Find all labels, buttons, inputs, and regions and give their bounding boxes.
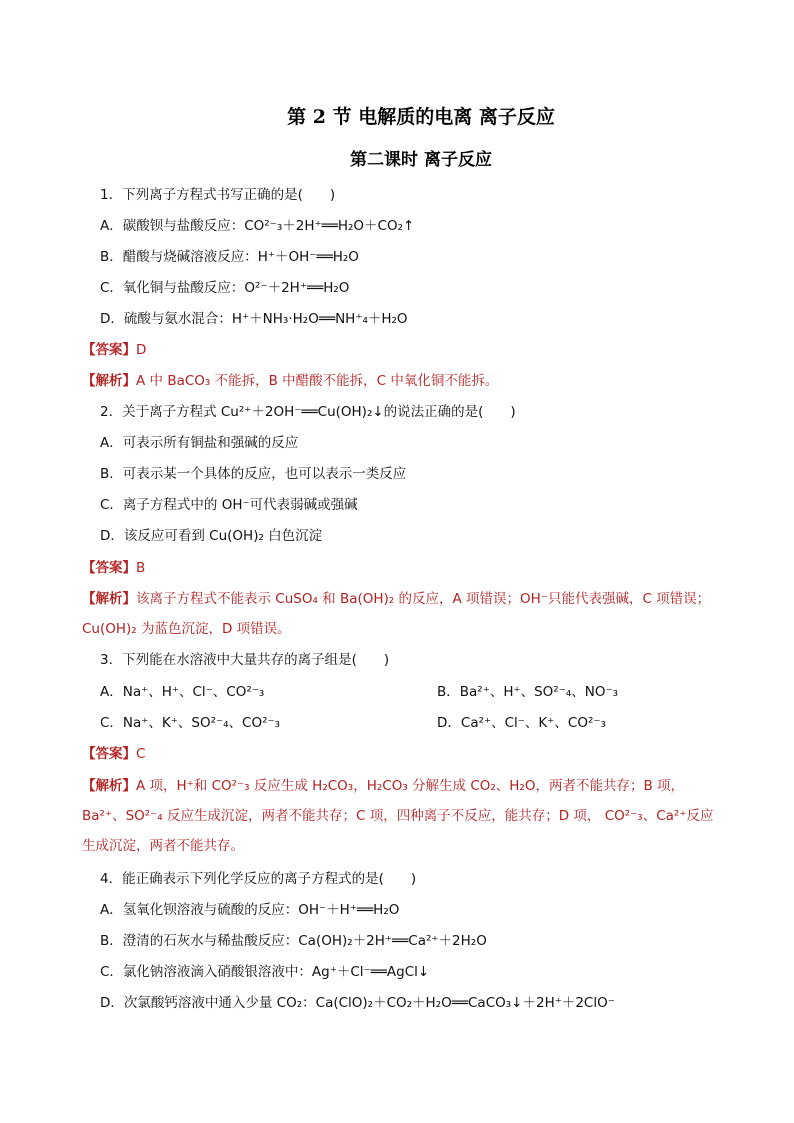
q3-option-d: D．Ca²⁺、Cl⁻、K⁺、CO²⁻₃ <box>437 715 606 731</box>
q1-stem: 1．下列离子方程式书写正确的是( ) <box>100 187 336 203</box>
q1-explanation <box>82 366 724 396</box>
q1-explanation-text: A 中 BaCO₃ 不能拆，B 中醋酸不能拆，C 中氧化铜不能拆。 <box>136 373 499 389</box>
q1-answer <box>82 340 722 360</box>
q3-answer-value: C <box>136 746 146 762</box>
q3-option-row-2 <box>100 713 740 733</box>
q3-option-a: A．Na⁺、H⁺、Cl⁻、CO²⁻₃ <box>100 684 265 700</box>
page-title: 第 2 节 电解质的电离 离子反应 <box>287 106 555 128</box>
q1-answer-value: D <box>136 342 147 358</box>
q4-option-c: C．氯化钠溶液滴入硝酸银溶液中：Ag⁺＋Cl⁻══AgCl↓ <box>100 964 430 980</box>
q4-stem: 4．能正确表示下列化学反应的离子方程式的是( ) <box>100 871 417 887</box>
q1-option-d: D．硫酸与氨水混合：H⁺＋NH₃·H₂O══NH⁺₄＋H₂O <box>100 311 408 327</box>
q3-stem: 3．下列能在水溶液中大量共存的离子组是( ) <box>100 652 390 668</box>
q2-answer <box>82 558 722 578</box>
q4-option-b: B．澄清的石灰水与稀盐酸反应：Ca(OH)₂＋2H⁺══Ca²⁺＋2H₂O <box>100 933 487 949</box>
q3-option-c: C．Na⁺、K⁺、SO²⁻₄、CO²⁻₃ <box>100 715 281 731</box>
q2-option-c: C．离子方程式中的 OH⁻可代表弱碱或强碱 <box>100 497 358 513</box>
q4-option-d: D．次氯酸钙溶液中通入少量 CO₂：Ca(ClO)₂＋CO₂＋H₂O══CaCO₃↓＋2H⁺＋2ClO⁻ <box>100 995 615 1011</box>
q2-explanation-text: 该离子方程式不能表示 CuSO₄ 和 Ba(OH)₂ 的反应，A 项错误；OH⁻只能代表强碱，C 项错误；Cu(OH)₂ 为蓝色沉淀，D 项错误。 <box>82 591 711 637</box>
explain-tag: 【解析】 <box>82 778 136 794</box>
q1-option-b: B．醋酸与烧碱溶液反应：H⁺＋OH⁻══H₂O <box>100 249 359 265</box>
q3-explanation <box>82 771 724 861</box>
page-subtitle: 第二课时 离子反应 <box>350 150 492 170</box>
answer-tag: 【答案】 <box>82 342 136 358</box>
explain-tag: 【解析】 <box>82 591 136 607</box>
q2-option-a: A．可表示所有铜盐和强碱的反应 <box>100 435 299 451</box>
q2-explanation <box>82 584 724 644</box>
answer-tag: 【答案】 <box>82 746 136 762</box>
q3-answer <box>82 744 722 764</box>
q3-option-b: B．Ba²⁺、H⁺、SO²⁻₄、NO⁻₃ <box>437 684 619 700</box>
explain-tag: 【解析】 <box>82 373 136 389</box>
answer-tag: 【答案】 <box>82 560 136 576</box>
q2-answer-value: B <box>136 560 146 576</box>
q2-option-d: D．该反应可看到 Cu(OH)₂ 白色沉淀 <box>100 528 323 544</box>
q1-option-c: C．氧化铜与盐酸反应：O²⁻＋2H⁺══H₂O <box>100 280 350 296</box>
q3-option-row-1 <box>100 682 740 702</box>
q2-stem: 2．关于离子方程式 Cu²⁺＋2OH⁻══Cu(OH)₂↓的说法正确的是( ) <box>100 404 516 420</box>
q4-option-a: A．氢氧化钡溶液与硫酸的反应：OH⁻＋H⁺══H₂O <box>100 902 400 918</box>
q3-explanation-text: A 项，H⁺和 CO²⁻₃ 反应生成 H₂CO₃，H₂CO₃ 分解生成 CO₂、H₂O，两者不能共存；B 项，Ba²⁺、SO²⁻₄ 反应生成沉淀，两者不能共存；C 项，四种离子不反应，能共存；D 项， CO²⁻₃、Ca²⁺反应生成沉淀，两者不能共存。 <box>82 778 714 854</box>
q1-option-a: A．碳酸钡与盐酸反应：CO²⁻₃＋2H⁺══H₂O＋CO₂↑ <box>100 218 415 234</box>
q2-option-b: B．可表示某一个具体的反应，也可以表示一类反应 <box>100 466 407 482</box>
